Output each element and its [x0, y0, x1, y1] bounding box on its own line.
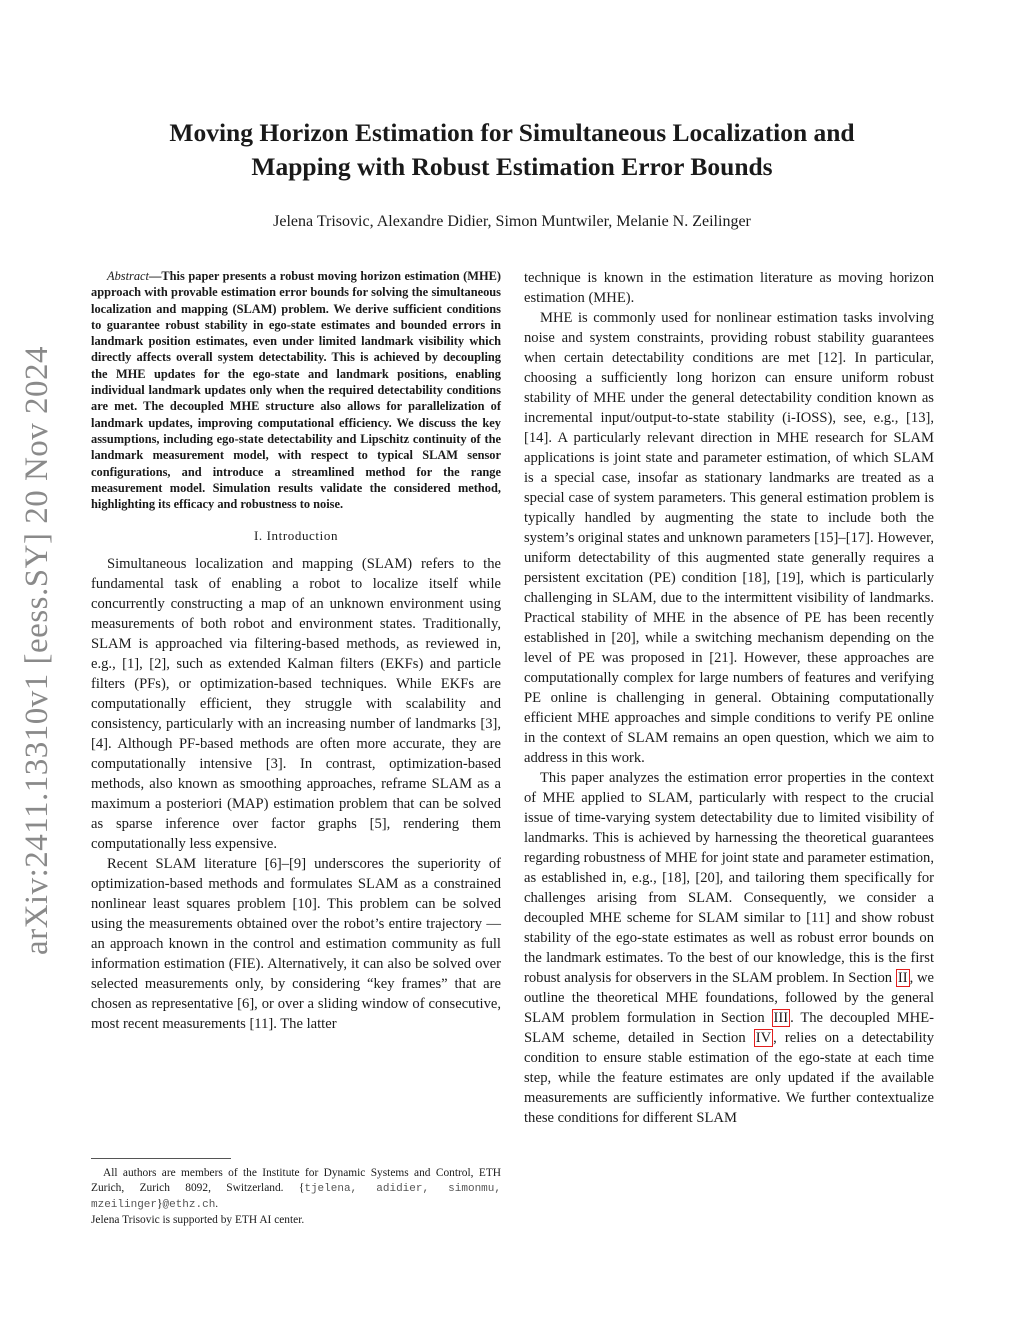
section-link-ii[interactable]: II [897, 970, 908, 986]
abstract [91, 268, 501, 512]
intro-continuation: technique is known in the estimation literature as moving horizon estimation (MHE). [524, 270, 934, 306]
intro-paragraph-2: Recent SLAM literature [6]–[9] underscores the superiority of optimization-based methods and formulates SLAM as a constrained nonlinear least squares problem [10]. This problem can be solved using the measurements obtained over the robot’s entire trajectory — an approach known in the control and estimation community as full information estimation (FIE). Alternatively, it can also be solved over selected measurements only, by considering “key frames” that are chosen as representative [6], or over a sliding window of consecutive, most recent measurements [11]. The latter [91, 856, 501, 1033]
section-link-iv[interactable]: IV [755, 1030, 772, 1046]
author-list: Jelena Trisovic, Alexandre Didier, Simon Muntwiler, Melanie N. Zeilinger [273, 213, 751, 230]
arxiv-identifier-text: arXiv:2411.13310v1 [eess.SY] 20 Nov 2024 [19, 345, 56, 955]
intro-p4-text-2: , we outline the theoretical MHE foundations, followed by the general SLAM problem formulation in Section [524, 970, 934, 1026]
footnote-divider [91, 1158, 231, 1159]
abstract-text: This paper presents a robust moving horizon estimation (MHE) approach with provable estimation error bounds for solving the simultaneous localization and mapping (SLAM) problem. We derive sufficient conditions to guarantee robust stability in ego-state estimates and bounded errors in landmark position estimates, even under limited landmark visibility which directly affects overall system detectability. This is achieved by decoupling the MHE updates for the ego-state and landmark positions, enabling individual landmark updates only when the required detectability conditions are met. The decoupled MHE structure also allows for parallelization of landmark updates, improving computational efficiency. We discuss the key assumptions, including ego-state detectability and Lipschitz continuity of the landmark measurement model, with respect to typical SLAM sensor configurations, and introduce a streamlined method for the range measurement model. Simulation results validate the considered method, highlighting its efficacy and robustness to noise. [91, 269, 501, 512]
footnote-affiliation-text: All authors are members of the Institute for Dynamic Systems and Control, ETH Zurich, Zurich 8092, Switzerland. { [91, 1167, 501, 1194]
footnote-emails: tjelena, adidier, simonmu, mzeilinger [91, 1183, 501, 1211]
intro-p4-text-3: . The decoupled MHE-SLAM scheme, detailed in Section [524, 1010, 935, 1046]
section-heading-introduction: I. Introduction [253, 528, 339, 544]
intro-paragraph-3: MHE is commonly used for nonlinear estimation tasks involving noise and system constraints, providing robust stability guarantees when certain detectability conditions are met [12]. In particular, choosing a sufficiently long horizon can ensure uniform robust stability of MHE under the general detectability condition known as incremental input/output-to-state stability (i-IOSS), see, e.g., [13], [14]. A particularly relevant direction in MHE research for SLAM applications is joint state and parameter estimation, of which SLAM is a special case, insofar as stationary landmarks are treated as a special case of system parameters. This general estimation problem is typically handled by augmenting the state to include both the system’s original states and unknown parameters [15]–[17]. However, uniform detectability of this augmented state generally requires a persistent excitation (PE) condition [18], [19], which is particularly challenging in SLAM, due to the intermittent visibility of landmarks. Practical stability of MHE in the absence of PE has been recently established in [20], while a switching mechanism depending on the level of PE was proposed in [21]. However, these approaches are computationally complex for large numbers of features and verifying PE online is challenging in general. Obtaining computationally efficient MHE approaches and simple conditions to verify PE online in the context of SLAM remains an open question, which we aim to address in this work. [524, 310, 934, 766]
abstract-dash: — [149, 269, 162, 283]
arxiv-identifier-stamp [8, 340, 68, 960]
intro-p4-text-1: This paper analyzes the estimation error properties in the context of MHE applied to SLAM, particularly with respect to the crucial issue of time-varying system detectability due to limited visibility of landmarks. This is achieved by harnessing the theoretical guarantees regarding robustness of MHE for joint state and parameter estimation, as established in, e.g., [18], [20], and tailoring them specifically for challenges arising from SLAM. Consequently, we consider a decoupled MHE scheme for SLAM similar to [11] and show robust stability of the ego-state estimates as well as robust error bounds on the landmark estimates. To the best of our knowledge, this is the first robust analysis for observers in the SLAM problem. In Section [524, 770, 934, 986]
footnotes [91, 1166, 501, 1228]
intro-p4-text-4: , relies on a detectability condition to ensure stable estimation of the ego-state at each time step, while the feature estimates are only updated if the available measurements are sufficiently informative. We further contextualize these conditions for different SLAM [524, 1030, 935, 1126]
intro-paragraph-1: Simultaneous localization and mapping (SLAM) refers to the fundamental task of enabling a robot to localize itself while concurrently constructing a map of an unknown environment using measurements of both robot and environment states. Traditionally, SLAM is approached via filtering-based methods, as reviewed in, e.g., [1], [2], such as extended Kalman filters (EKFs) and particle filters (PFs), or optimization-based techniques. While EKFs are computationally efficient, they struggle with scalability and consistency, particularly with an increasing number of landmarks [3], [4]. Although PF-based methods are often more accurate, they are computationally intensive [3]. In contrast, optimization-based methods, also known as smoothing approaches, reframe SLAM as a maximum a posteriori (MAP) estimation problem that can be solved as sparse inference over factor graphs [5], rendering them computationally less expensive. [91, 556, 501, 853]
right-column [524, 268, 934, 1128]
abstract-label: Abstract [107, 269, 149, 283]
section-link-iii[interactable]: III [773, 1010, 789, 1026]
footnote-period: . [215, 1198, 219, 1210]
footnote-support: Jelena Trisovic is supported by ETH AI center. [91, 1214, 305, 1226]
footnote-email-close: } [157, 1198, 163, 1210]
left-column [91, 268, 501, 1034]
paper-title: Moving Horizon Estimation for Simultaneous Localization and Mapping with Robust Estimation Error Bounds [169, 118, 855, 181]
footnote-affiliation [91, 1166, 501, 1213]
intro-paragraph-4 [524, 768, 934, 1128]
footnote-email-domain: @ethz.ch [162, 1199, 216, 1211]
